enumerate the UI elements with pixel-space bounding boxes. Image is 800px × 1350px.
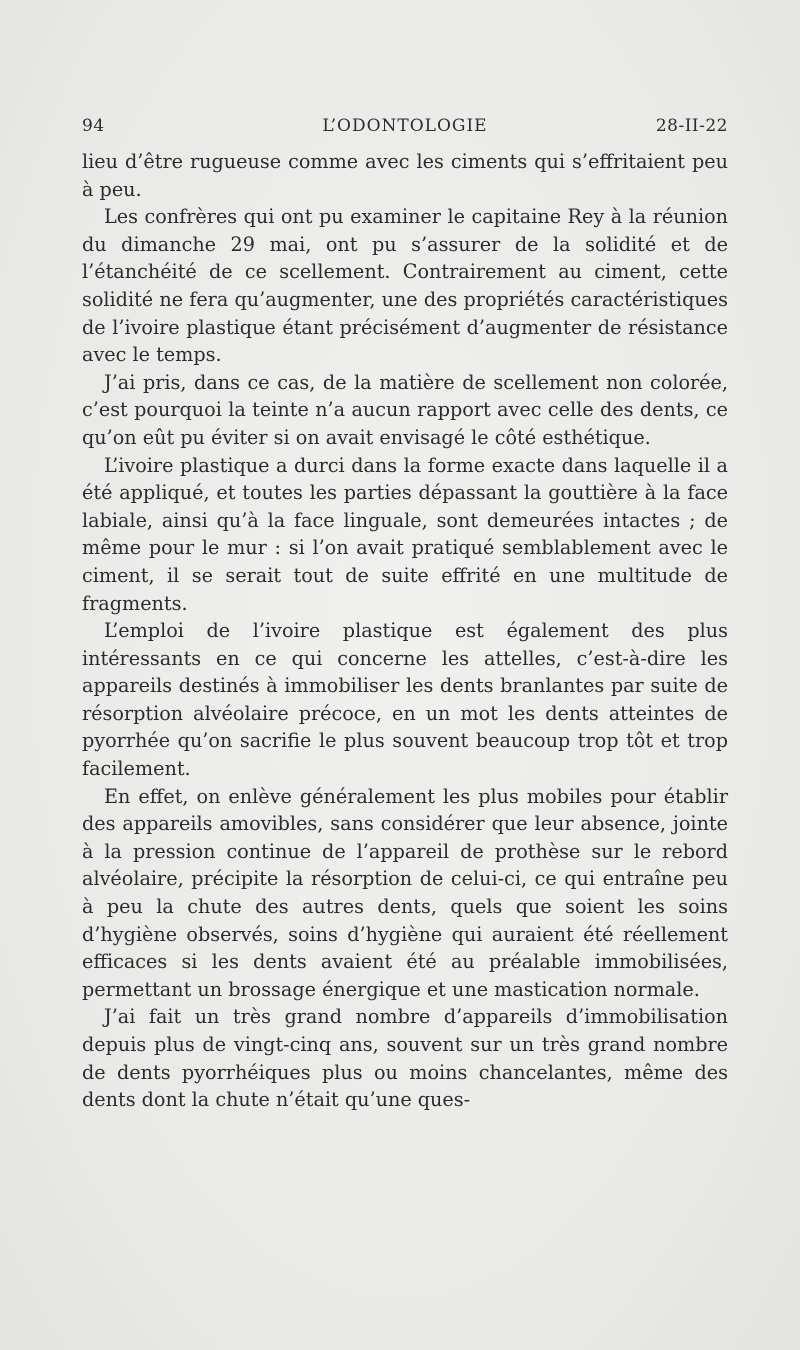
page-header bbox=[82, 116, 728, 140]
paragraph: L’emploi de l’ivoire plastique est également des plus intéressants en ce qui concerne les attelles, c’est-à-dire les appareils destinés à immobiliser les dents branlantes par suite de résorption alvéolaire précoce, en un mot les dents atteintes de pyorrhée qu’on sacrifie le plus souvent beaucoup trop tôt et trop facilement. bbox=[82, 619, 728, 781]
paragraph: Les confrères qui ont pu examiner le capitaine Rey à la réunion du dimanche 29 mai, ont pu s’assurer de la solidité et de l’étanchéité de ce scellement. Contrairement au ciment, cette solidité ne fera qu’augmenter, une des propriétés caractéristiques de l’ivoire plastique étant précisément d’augmenter de résistance avec le temps. bbox=[82, 205, 728, 367]
paragraph: lieu d’être rugueuse comme avec les ciments qui s’effritaient peu à peu. bbox=[82, 150, 728, 201]
paragraph: L’ivoire plastique a durci dans la forme exacte dans laquelle il a été appliqué, et toutes les parties dépassant la gouttière à la face labiale, ainsi qu’à la face linguale, sont demeurées intactes ; de même pour le mur : si l’on avait pratiqué semblablement avec le ciment, il se serait tout de suite effrité en une multitude de fragments. bbox=[82, 453, 728, 615]
paragraph: J’ai fait un très grand nombre d’appareils d’immobilisation depuis plus de vingt-cinq ans, souvent sur un très grand nombre de dents pyorrhéiques plus ou moins chancelantes, même des dents dont la chute n’était qu’une ques- bbox=[82, 1005, 728, 1112]
paragraph: J’ai pris, dans ce cas, de la matière de scellement non colorée, c’est pourquoi la teinte n’a aucun rapport avec celle des dents, ce qu’on eût pu éviter si on avait envisagé le côté esthétique. bbox=[82, 370, 728, 449]
body-text bbox=[82, 148, 728, 1114]
paragraph: En effet, on enlève généralement les plus mobiles pour établir des appareils amovibles, sans considérer que leur absence, jointe à la pression continue de l’appareil de prothèse sur le rebord alvéolaire, précipite la résorption de celui-ci, ce qui entraîne peu à peu la chute des autres dents, quels que soient les soins d’hygiène observés, soins d’hygiène qui auraient été réellement efficaces si les dents avaient été au préalable immobilisées, permettant un brossage énergique et une mastication normale. bbox=[82, 784, 728, 1001]
issue-date: 28-II-22 bbox=[655, 116, 728, 136]
page-number: 94 bbox=[82, 116, 105, 136]
journal-title: L’ODONTOLOGIE bbox=[322, 116, 488, 136]
